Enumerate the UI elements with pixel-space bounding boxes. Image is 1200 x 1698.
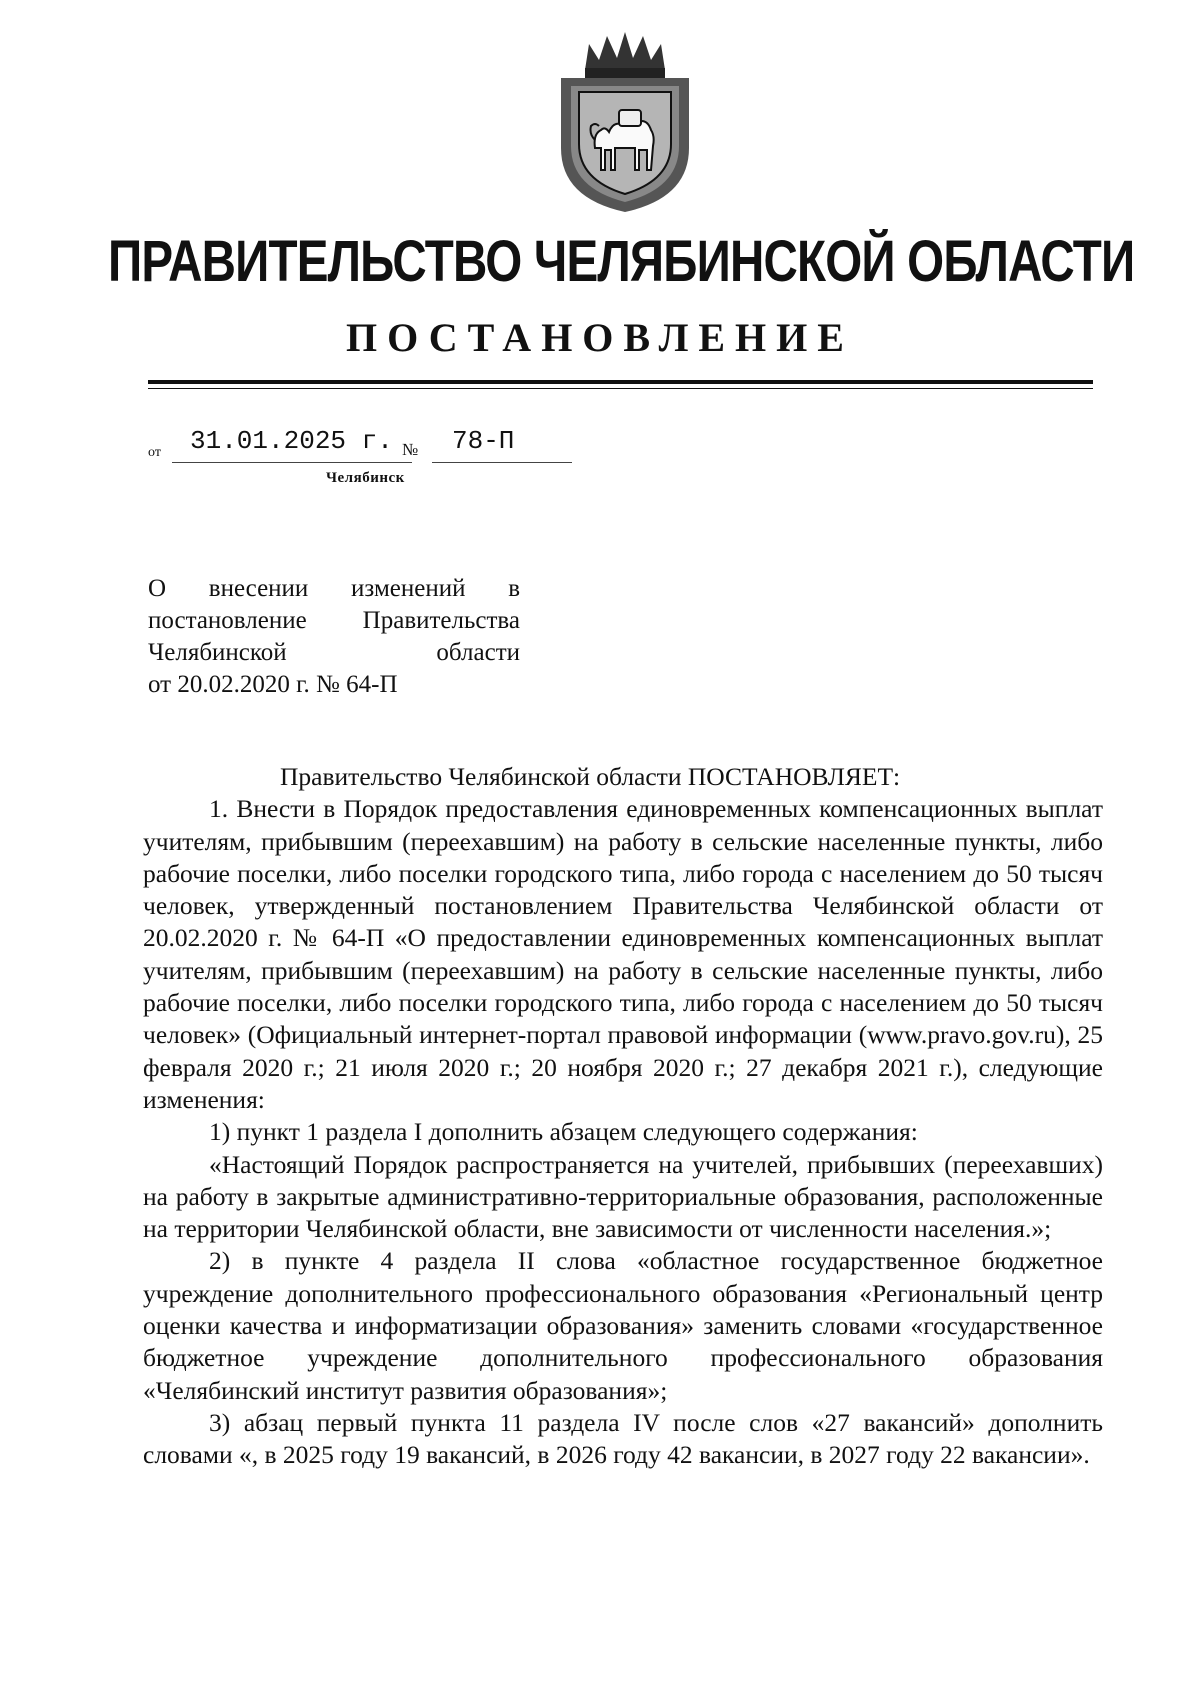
date-prefix-label: от: [148, 445, 161, 460]
government-title: ПРАВИТЕЛЬСТВО ЧЕЛЯБИНСКОЙ ОБЛАСТИ: [108, 229, 1135, 294]
body-paragraph: 1. Внести в Порядок предоставления единовременных компенсационных выплат учителям, прибывшим (переехавшим) на работу в сельские населенные пункты, либо рабочие поселки, либо поселки городского типа, либо города с населением до 50 тысяч человек, утвержденный постановлением Правительства Челябинской области от 20.02.2020 г. № 64-П «О предоставлении единовременных компенсационных выплат учителям, прибывшим (переехавшим) на работу в сельские населенные пункты, либо рабочие поселки, либо поселки городского типа, либо города с населением до 50 тысяч человек» (Официальный интернет-портал правовой информации (www.pravo.gov.ru), 25 февраля 2020 г.; 21 июля 2020 г.; 20 ноября 2020 г.; 27 декабря 2021 г.), следующие изменения:: [143, 794, 1103, 1114]
body-paragraph: «Настоящий Порядок распространяется на учителей, прибывших (переехавших) на работу в закрытые административно-территориальные образования, расположенные на территории Челябинской области, вне зависимости от численности населения.»;: [143, 1149, 1103, 1244]
resolution-intro: Правительство Челябинской области ПОСТАНОВЛЯЕТ:: [280, 762, 901, 791]
subject-line: Челябинской области: [148, 639, 520, 666]
header-rule-thick: [148, 380, 1093, 384]
document-number: 78-П: [452, 426, 515, 456]
body-paragraph: 1) пункт 1 раздела I дополнить абзацем следующего содержания:: [209, 1117, 918, 1147]
subject-line: от 20.02.2020 г. № 64-П: [148, 671, 398, 698]
coat-of-arms-icon: [555, 30, 695, 214]
number-sign-label: №: [402, 440, 419, 459]
body-paragraph: 2) в пункте 4 раздела II слова «областное государственное бюджетное учреждение дополнительного профессионального образования «Региональный центр оценки качества и информатизации образования» заменить словами «государственное бюджетное учреждение дополнительного профессионального образования «Челябинский институт развития образования»;: [143, 1246, 1103, 1405]
number-underline: [432, 462, 572, 463]
coat-of-arms-emblem: [555, 30, 695, 214]
body-paragraph: 3) абзац первый пункта 11 раздела IV после слов «27 вакансий» дополнить словами «, в 2025 году 19 вакансий, в 2026 году 42 вакансии, в 2027 году 22 вакансии».: [143, 1407, 1103, 1470]
date-underline: [172, 462, 412, 463]
document-subject: [148, 573, 520, 701]
document-type-heading: ПОСТАНОВЛЕНИЕ: [346, 315, 854, 360]
subject-line: постановление Правительства: [148, 607, 520, 634]
document-date: 31.01.2025 г.: [190, 426, 393, 456]
subject-line: О внесении изменений в: [148, 575, 520, 602]
city-label: Челябинск: [326, 470, 405, 486]
document-body: [143, 761, 1103, 1472]
header-rule-thin: [148, 388, 1093, 389]
